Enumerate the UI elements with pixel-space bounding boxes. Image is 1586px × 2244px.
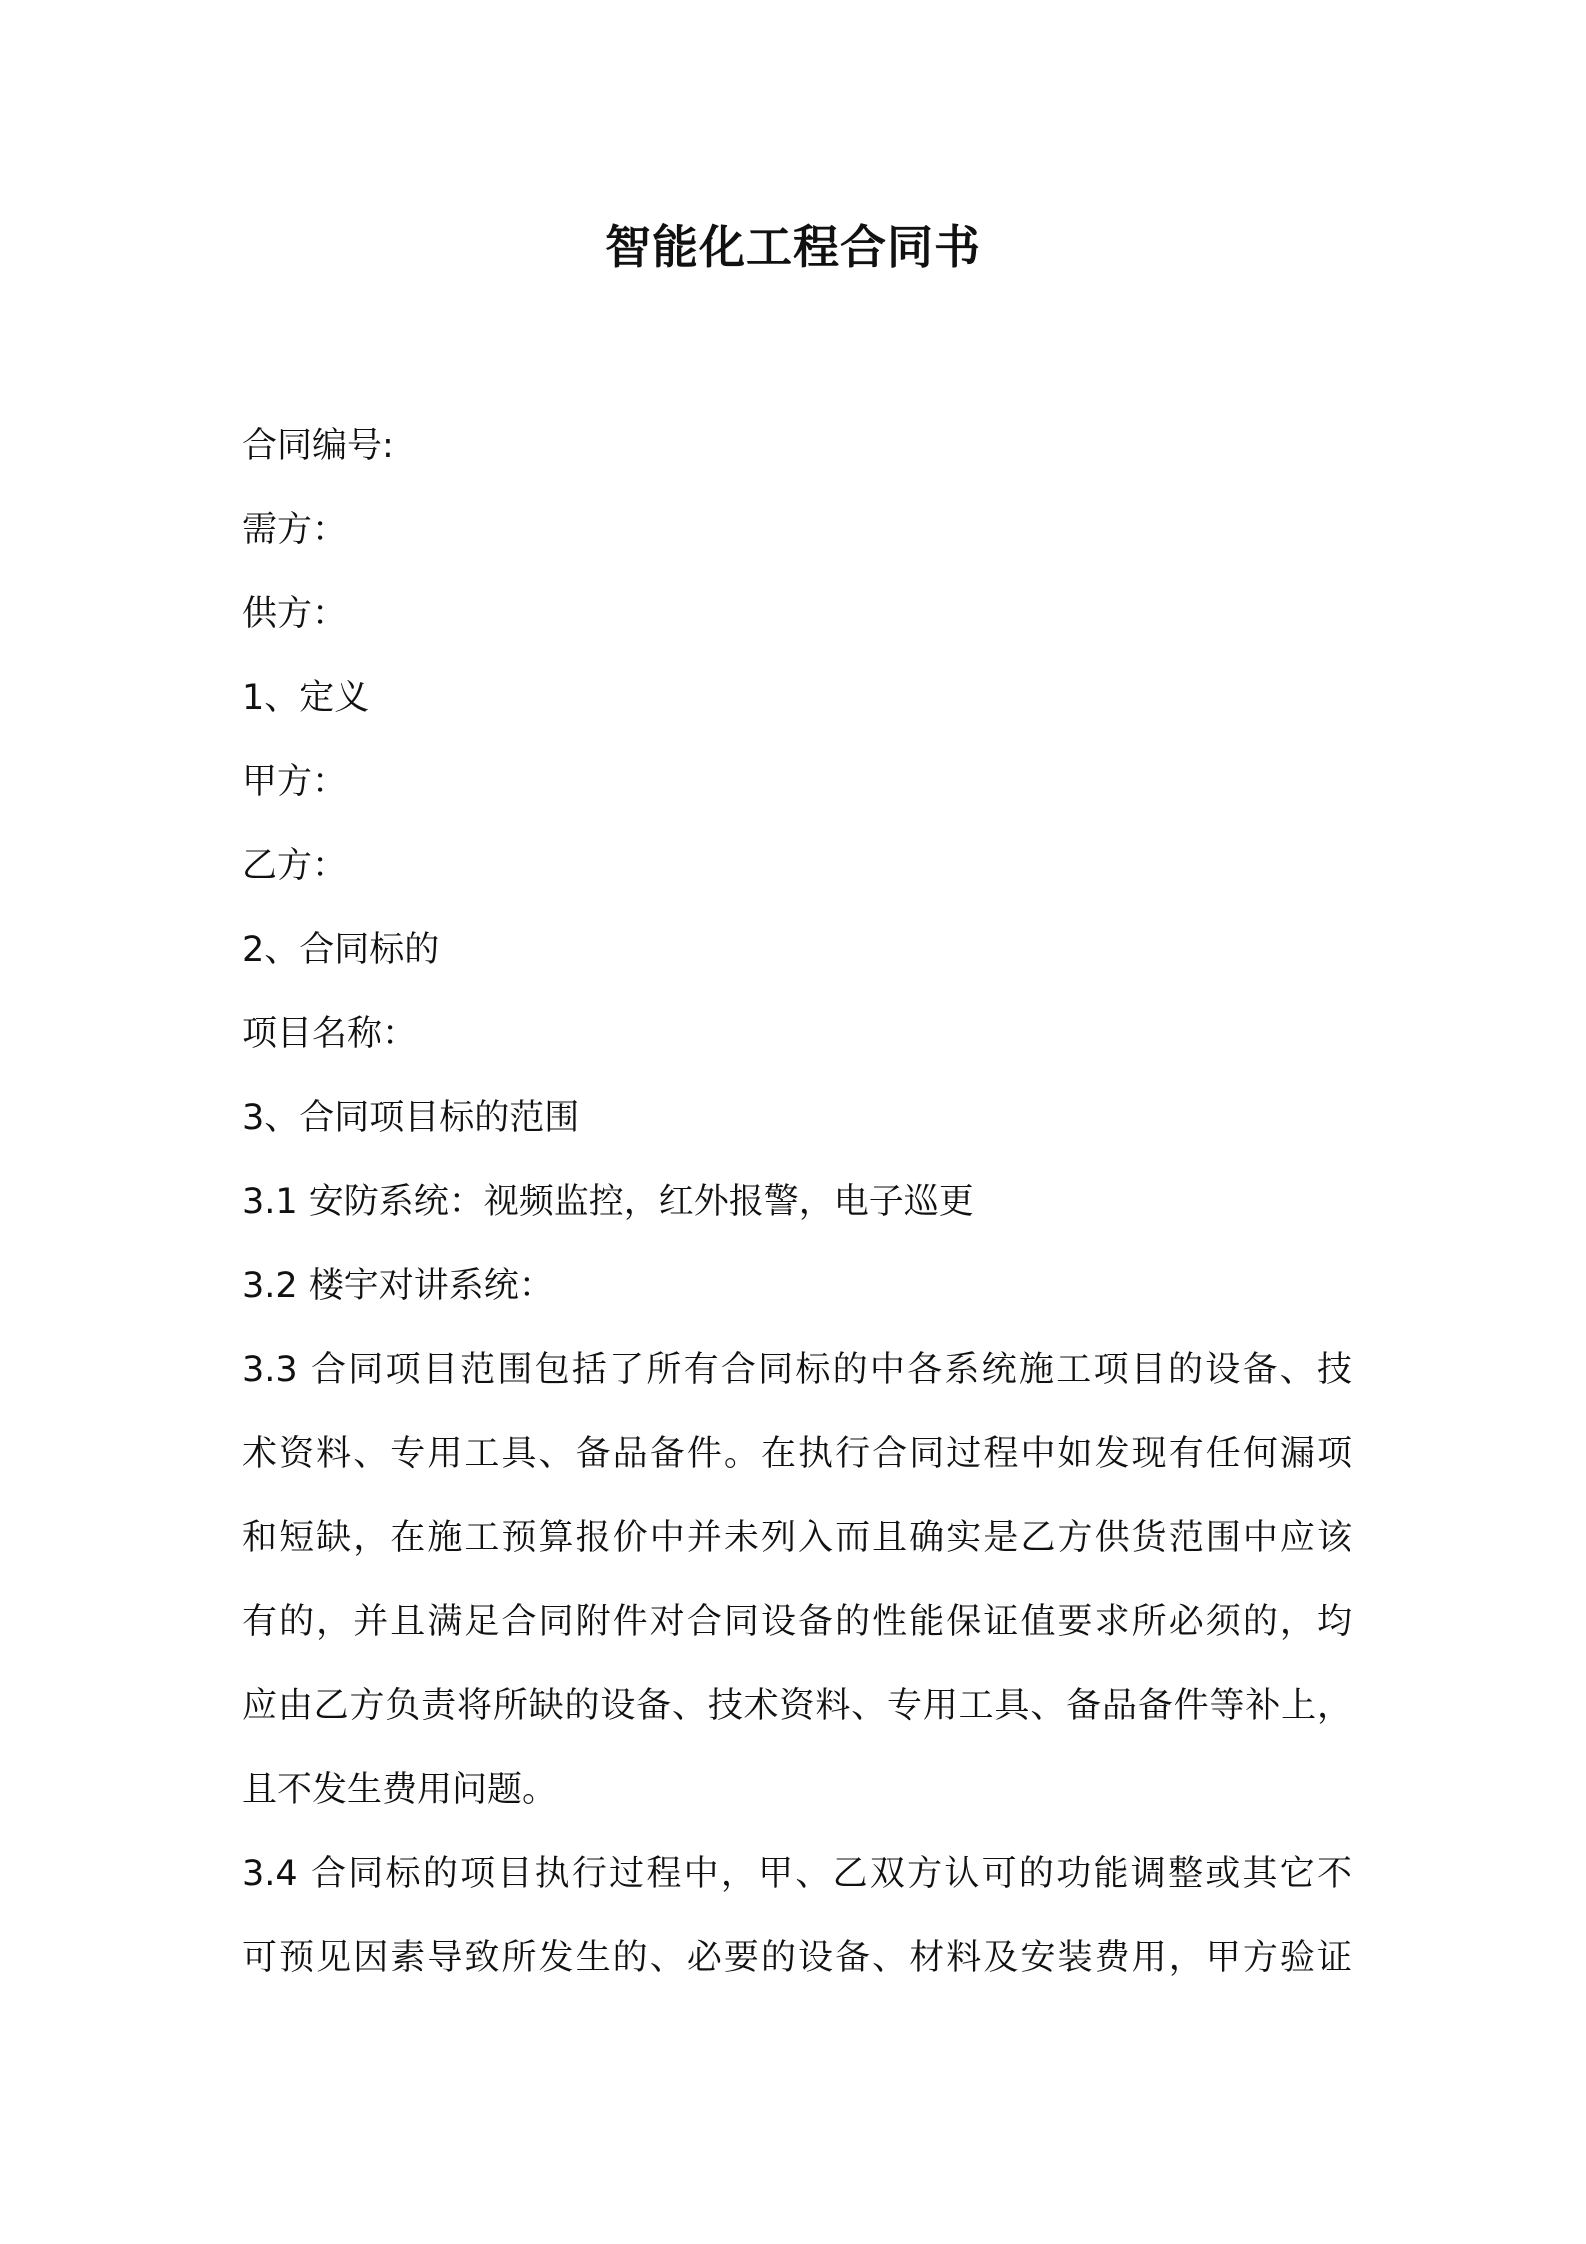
section-3-heading: 3、合同项目标的范围 — [242, 1098, 580, 1138]
contract-number-field: 合同编号: — [242, 426, 394, 466]
item-3-4-paragraph — [242, 1832, 1352, 2000]
paragraph-line: 和短缺，在施工预算报价中并未列入而且确实是乙方供货范围中应该 — [242, 1518, 1352, 1558]
party-b-field: 乙方： — [242, 846, 348, 886]
party-a-field: 甲方： — [242, 762, 348, 802]
paragraph-line: 应由乙方负责将所缺的设备、技术资料、专用工具、备品备件等补上， — [242, 1686, 1352, 1726]
section-2-heading: 2、合同标的 — [242, 930, 440, 970]
item-3-1: 3.1 安防系统：视频监控，红外报警，电子巡更 — [242, 1182, 974, 1222]
section-1-heading: 1、定义 — [242, 678, 370, 718]
document-title: 智能化工程合同书 — [605, 220, 981, 274]
project-name-field: 项目名称： — [242, 1014, 418, 1054]
paragraph-line: 有的，并且满足合同附件对合同设备的性能保证值要求所必须的，均 — [242, 1602, 1352, 1642]
item-3-2: 3.2 楼宇对讲系统： — [242, 1266, 554, 1306]
paragraph-line: 且不发生费用问题。 — [242, 1770, 558, 1810]
paragraph-line: 3.4 合同标的项目执行过程中，甲、乙双方认可的功能调整或其它不 — [242, 1854, 1352, 1894]
paragraph-line: 可预见因素导致所发生的、必要的设备、材料及安装费用，甲方验证 — [242, 1938, 1352, 1978]
paragraph-line: 术资料、专用工具、备品备件。在执行合同过程中如发现有任何漏项 — [242, 1434, 1352, 1474]
supplier-field: 供方： — [242, 594, 348, 634]
buyer-field: 需方： — [242, 510, 348, 550]
contract-body — [242, 404, 1352, 2000]
paragraph-line: 3.3 合同项目范围包括了所有合同标的中各系统施工项目的设备、技 — [242, 1350, 1352, 1390]
item-3-3-paragraph — [242, 1328, 1352, 1832]
